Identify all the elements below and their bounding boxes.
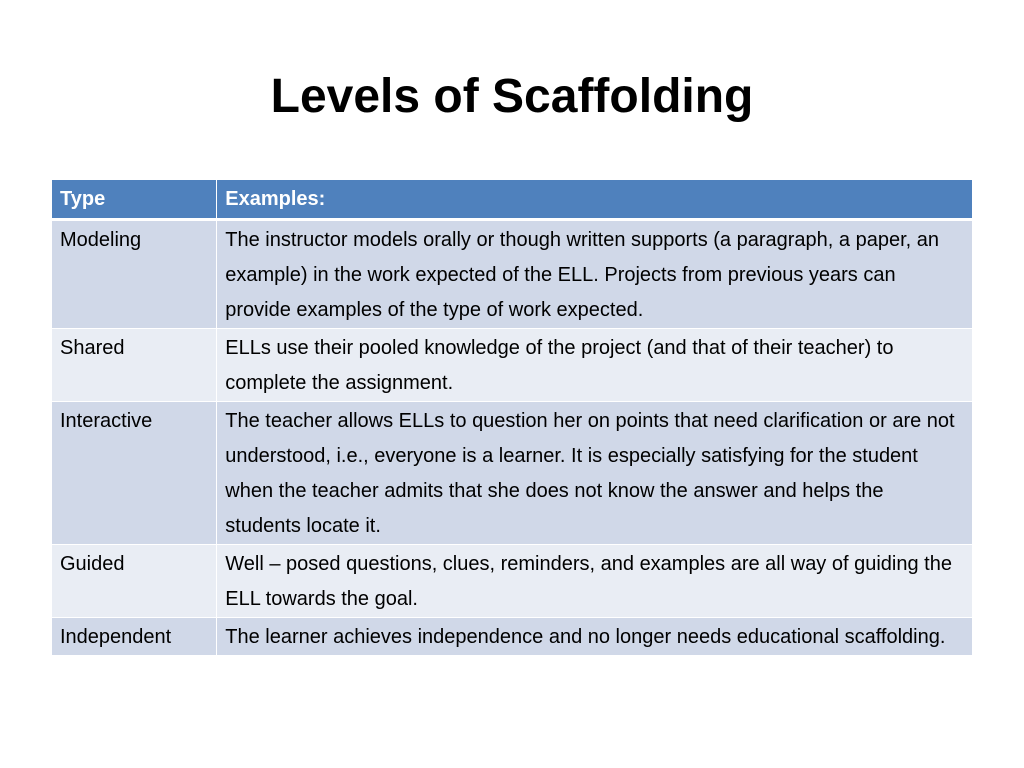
example-cell: Well – posed questions, clues, reminders, and examples are all way of guiding the ELL towards the goal.	[217, 545, 973, 618]
type-cell: Guided	[52, 545, 217, 618]
type-cell: Interactive	[52, 402, 217, 545]
slide-title: Levels of Scaffolding	[270, 70, 754, 123]
example-cell: ELLs use their pooled knowledge of the project (and that of their teacher) to complete the assignment.	[217, 329, 973, 402]
scaffolding-table	[51, 179, 973, 656]
type-cell: Modeling	[52, 220, 217, 329]
header-examples: Examples:	[217, 180, 973, 220]
example-cell: The instructor models orally or though written supports (a paragraph, a paper, an example) in the work expected of the ELL. Projects from previous years can provide examples of the type of work expected.	[217, 220, 973, 329]
header-type: Type	[52, 180, 217, 220]
table-row	[52, 329, 973, 402]
table-row	[52, 402, 973, 545]
table-row	[52, 545, 973, 618]
type-cell: Shared	[52, 329, 217, 402]
type-cell: Independent	[52, 618, 217, 656]
table-row	[52, 618, 973, 656]
example-cell: The learner achieves independence and no longer needs educational scaffolding.	[217, 618, 973, 656]
table-row	[52, 220, 973, 329]
table-header-row	[52, 180, 973, 220]
example-cell: The teacher allows ELLs to question her on points that need clarification or are not understood, i.e., everyone is a learner. It is especially satisfying for the student when the teacher admits that she does not know the answer and helps the students locate it.	[217, 402, 973, 545]
